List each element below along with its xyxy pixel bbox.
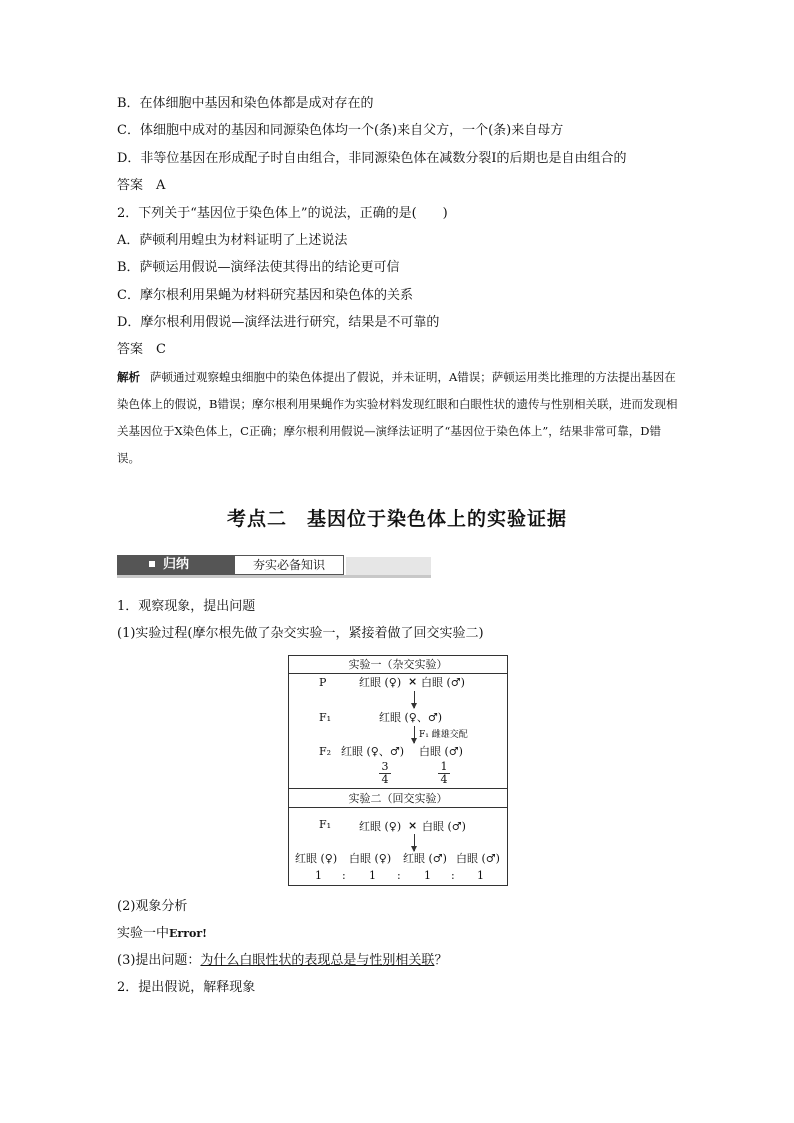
- p-male: 白眼 (♂): [421, 676, 465, 689]
- q2-option-b: B．萨顿运用假说—演绎法使其得出的结论更可信: [117, 260, 400, 275]
- q2-stem: 2．下列关于“基因位于染色体上”的说法，正确的是( ): [117, 206, 448, 221]
- down-arrow-icon: [414, 726, 415, 743]
- offspring-4: 白眼 (♂): [456, 852, 500, 865]
- q2-answer: 答案 C: [117, 342, 166, 357]
- fraction-denominator: 4: [440, 773, 448, 786]
- exp1-header: 实验一（杂交实验）: [348, 658, 448, 671]
- f2-red: 红眼 (♀、♂): [341, 745, 404, 758]
- fraction-numerator: 1: [438, 761, 450, 774]
- f2-label: F₂: [319, 745, 332, 758]
- experiment-diagram: [288, 655, 508, 886]
- f2-red-fraction: [379, 761, 391, 786]
- ratio-sep-3: :: [451, 869, 455, 882]
- bc-female: 红眼 (♀): [359, 820, 402, 833]
- analysis-text: 萨顿通过观察蝗虫细胞中的染色体提出了假说，并未证明，A错误；萨顿运用类比推理的方法提出基因在染色体上的假说，B错误；摩尔根利用果蝇作为实验材料发现红眼和白眼性状的遗传与性别相关联，进而发现相关基因位于X染色体上，C正确；摩尔根利用假说—演绎法证明了“基因位于染色体上”，结果非常可靠，D错误。: [117, 370, 678, 465]
- ratio-sep-1: :: [342, 869, 346, 882]
- ratio-3: 1: [424, 869, 431, 882]
- q2-option-a: A．萨顿利用蝗虫为材料证明了上述说法: [117, 233, 348, 248]
- q1-option-c: C．体细胞中成对的基因和同源染色体均一个(条)来自父方，一个(条)来自母方: [117, 123, 564, 138]
- exp1-result-prefix: 实验一中: [117, 926, 170, 941]
- ratio-2: 1: [369, 869, 376, 882]
- fraction-numerator: 3: [379, 761, 391, 774]
- ratio-4: 1: [477, 869, 484, 882]
- q2-analysis: [117, 364, 682, 472]
- down-arrow-icon: [414, 691, 415, 708]
- offspring-2: 白眼 (♀): [349, 852, 392, 865]
- q1-option-b: B．在体细胞中基因和染色体都是成对存在的: [117, 96, 374, 111]
- step1-title: 1．观察现象，提出问题: [117, 599, 256, 614]
- step1-sub3: [117, 952, 447, 970]
- banner-shadow: [117, 575, 431, 578]
- ratio-1: 1: [315, 869, 322, 882]
- f2-white-fraction: [438, 761, 450, 786]
- q2-option-d: D．摩尔根利用假说—演绎法进行研究，结果是不可靠的: [117, 315, 440, 330]
- step2-title: 2．提出假说，解释现象: [117, 980, 256, 995]
- banner-label: 归纳: [163, 557, 190, 572]
- exp2-header: 实验二（回交实验）: [348, 792, 448, 805]
- step1-sub2: (2)观象分析: [117, 899, 188, 914]
- fraction-denominator: 4: [381, 773, 389, 786]
- p-female: 红眼 (♀): [359, 676, 402, 689]
- exp2-top-rule: [289, 788, 507, 789]
- summary-banner: [117, 555, 431, 577]
- ratio-sep-2: :: [397, 869, 401, 882]
- cross-symbol: ×: [408, 675, 418, 688]
- bc-cross-symbol: ×: [408, 819, 418, 832]
- offspring-1: 红眼 (♀): [295, 852, 338, 865]
- square-bullet-icon: [149, 561, 155, 567]
- exp2-header-rule: [289, 807, 507, 808]
- step1-sub1: (1)实验过程(摩尔根先做了杂交实验一，紧接着做了回交实验二): [117, 626, 484, 641]
- down-arrow-icon: [414, 834, 415, 851]
- banner-tag: 夯实必备知识: [234, 555, 344, 575]
- f1-mating-note: F₁ 雌雄交配: [419, 730, 468, 740]
- step1-sub3-suffix: ？: [434, 953, 448, 968]
- f1-text: 红眼 (♀、♂): [379, 711, 442, 724]
- bc-label: F₁: [319, 818, 332, 831]
- error-field-text: Error!: [169, 927, 207, 940]
- exp1-result: [117, 925, 207, 943]
- banner-shadow-right: [346, 557, 431, 575]
- f1-label: F₁: [319, 711, 332, 724]
- banner-label-box: [117, 555, 234, 575]
- step1-sub3-question: 为什么白眼性状的表现总是与性别相关联: [200, 953, 435, 968]
- bc-male: 白眼 (♂): [422, 820, 466, 833]
- q1-answer: 答案 A: [117, 178, 166, 193]
- p-label: P: [319, 676, 327, 689]
- q1-option-d: D．非等位基因在形成配子时自由组合，非同源染色体在减数分裂Ⅰ的后期也是自由组合的: [117, 151, 627, 166]
- f2-white: 白眼 (♂): [419, 745, 463, 758]
- step1-sub3-prefix: (3)提出问题：: [117, 953, 201, 968]
- exp1-header-rule: [289, 673, 507, 674]
- offspring-3: 红眼 (♂): [403, 852, 447, 865]
- q2-option-c: C．摩尔根利用果蝇为材料研究基因和染色体的关系: [117, 288, 413, 303]
- section-title: 考点二 基因位于染色体上的实验证据: [226, 508, 567, 530]
- analysis-label: 解析: [117, 370, 140, 384]
